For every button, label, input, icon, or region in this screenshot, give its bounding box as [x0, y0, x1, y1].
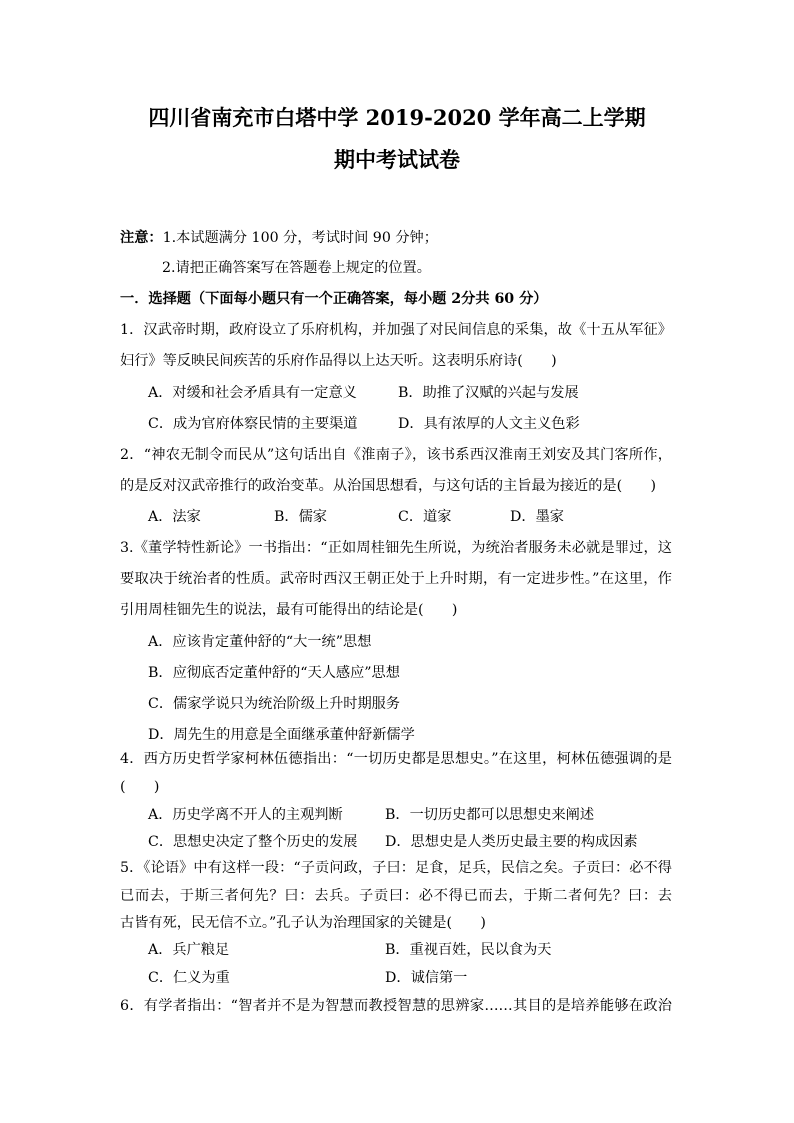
question-3-line-3: 引用周桂钿先生的说法，最有可能得出的结论是( ) — [120, 602, 458, 618]
question-2-option-b: B．儒家 — [274, 509, 327, 525]
question-4-option-d: D．思想史是人类历史最主要的构成因素 — [385, 834, 638, 850]
question-5-option-b: B．重视百姓，民以食为天 — [385, 942, 552, 958]
question-2-option-c: C．道家 — [398, 509, 452, 525]
section-heading: 一．选择题（下面每小题只有一个正确答案，每小题 2分共 60 分） — [120, 291, 548, 307]
question-1-option-c: C．成为官府体察民情的主要渠道 — [148, 416, 358, 432]
question-5-line-3: 古皆有死，民无信不立。”孔子认为治理国家的关键是( ) — [120, 915, 486, 931]
question-5-line-1: 5．《论语》中有这样一段：“子贡问政，子曰：足食，足兵，民信之矣。子贡曰：必不得 — [120, 860, 672, 876]
question-3-line-1: 3.《董学特性新论》一书指出：“正如周桂钿先生所说，为统治者服务未必就是罪过，这 — [120, 540, 672, 556]
question-5-option-a: A．兵广粮足 — [148, 942, 230, 958]
question-2-option-d: D．墨家 — [510, 509, 564, 525]
question-2-option-a: A．法家 — [148, 509, 201, 525]
question-1-line-1: 1．汉武帝时期，政府设立了乐府机构，并加强了对民间信息的采集，故《十五从军征》 — [120, 322, 672, 338]
question-1-line-2: 妇行》等反映民间疾苦的乐府作品得以上达天听。这表明乐府诗( ) — [120, 353, 557, 369]
question-5-option-c: C．仁义为重 — [148, 970, 230, 986]
notice-label: 注意： — [120, 230, 163, 246]
question-1-option-d: D．具有浓厚的人文主义色彩 — [398, 416, 580, 432]
exam-subtitle: 期中考试试卷 — [334, 147, 460, 172]
question-2-line-2: 的是反对汉武帝推行的政治变革。从治国思想看，与这句话的主旨最为接近的是( ) — [120, 478, 657, 494]
question-5-line-2: 已而去，于斯三者何先？曰：去兵。子贡曰：必不得已而去，于斯二者何先？曰：去 — [120, 888, 672, 904]
question-1-option-a: A．对缓和社会矛盾具有一定意义 — [148, 385, 357, 401]
question-3-option-b: B．应彻底否定董仲舒的“天人感应”思想 — [148, 665, 400, 681]
notice-item-2: 2.请把正确答案写在答题卷上规定的位置。 — [162, 260, 431, 276]
question-1-option-b: B．助推了汉赋的兴起与发展 — [398, 385, 579, 401]
notice-line-1 — [120, 228, 438, 248]
notice-item-1: 1.本试题满分 100 分，考试时间 90 分钟； — [162, 230, 438, 246]
question-3-option-c: C．儒家学说只为统治阶级上升时期服务 — [148, 696, 401, 712]
question-3-line-2: 要取决于统治者的性质。武帝时西汉王朝正处于上升时期，有一定进步性。”在这里，作 — [120, 571, 672, 587]
question-4-option-c: C．思想史决定了整个历史的发展 — [148, 834, 358, 850]
exam-title: 四川省南充市白塔中学 2019-2020 学年高二上学期 — [148, 105, 646, 130]
question-6-line-1: 6．有学者指出：“智者并不是为智慧而教授智慧的思辨家……其目的是培养能够在政治 — [120, 998, 672, 1014]
question-4-line-1: 4．西方历史哲学家柯林伍德指出：“一切历史都是思想史。”在这里，柯林伍德强调的是 — [120, 751, 672, 767]
question-3-option-d: D．周先生的用意是全面继承董仲舒新儒学 — [148, 727, 415, 743]
question-2-line-1: 2．“神农无制令而民从”这句话出自《淮南子》，该书系西汉淮南王刘安及其门客所作， — [120, 447, 672, 463]
question-3-option-a: A．应该肯定董仲舒的“大一统”思想 — [148, 634, 372, 650]
question-4-line-2: ( ) — [120, 779, 160, 795]
question-5-option-d: D．诚信第一 — [385, 970, 468, 986]
question-4-option-a: A．历史学离不开人的主观判断 — [148, 807, 343, 823]
question-4-option-b: B．一切历史都可以思想史来阐述 — [385, 807, 595, 823]
